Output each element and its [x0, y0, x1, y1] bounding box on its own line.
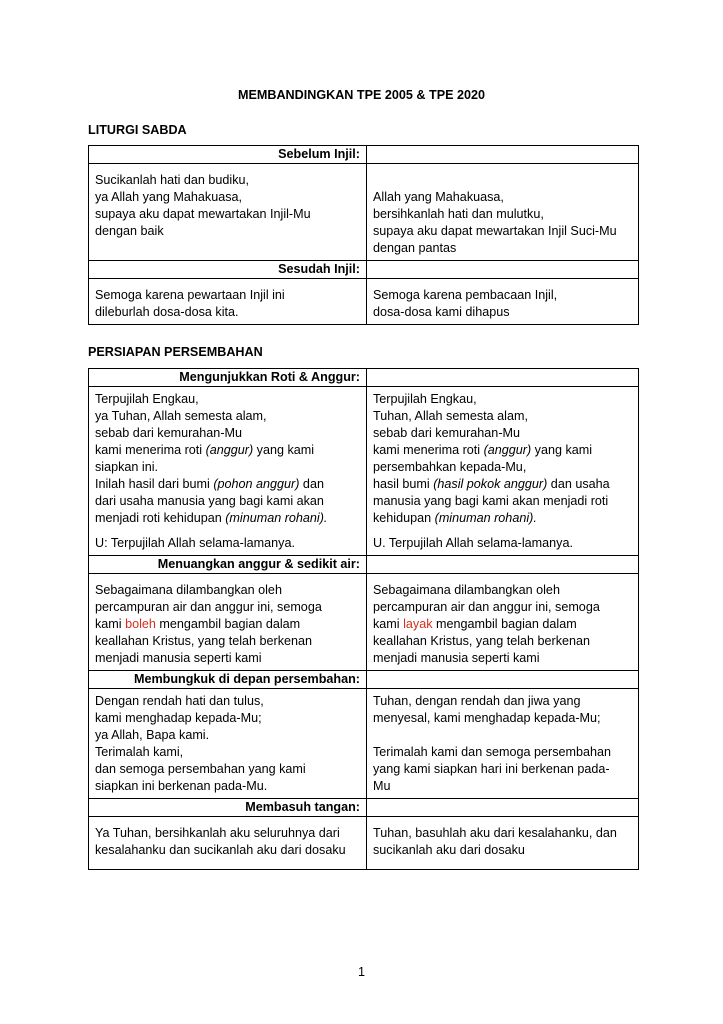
tpe-2005-cell — [89, 387, 367, 556]
text-line: siapkan ini. — [95, 460, 159, 474]
blank-cell — [367, 799, 639, 817]
text-line: Tuhan, Allah semesta alam, — [373, 409, 528, 423]
block-heading: Membungkuk di depan persembahan: — [89, 671, 367, 689]
table-row — [89, 279, 639, 325]
table-row — [89, 369, 639, 387]
text-line: sebab dari kemurahan-Mu — [95, 426, 243, 440]
section-title-liturgi-sabda: LITURGI SABDA — [88, 123, 187, 137]
text-line: dosa-dosa kami dihapus — [373, 305, 510, 319]
text-line: kami menghadap kepada-Mu; — [95, 711, 262, 725]
text-line: Dengan rendah hati dan tulus, — [95, 694, 264, 708]
page-number: 1 — [357, 965, 365, 979]
blank-cell — [367, 369, 639, 387]
text-line: Inilah hasil dari bumi (pohon anggur) dan — [95, 477, 324, 491]
text-line: siapkan ini berkenan pada-Mu. — [95, 779, 268, 793]
text-line: Tuhan, dengan rendah dan jiwa yang — [373, 694, 581, 708]
highlighted-word: boleh — [125, 617, 156, 631]
block-heading: Mengunjukkan Roti & Anggur: — [89, 369, 367, 387]
text-line: menjadi manusia seperti kami — [95, 651, 262, 665]
block-heading: Menuangkan anggur & sedikit air: — [89, 556, 367, 574]
text-line: kami menerima roti (anggur) yang kami — [373, 443, 593, 457]
tpe-2020-cell — [367, 387, 639, 556]
tpe-2020-cell — [367, 689, 639, 799]
text-line: ya Allah, Bapa kami. — [95, 728, 210, 742]
text-line: Semoga karena pewartaan Injil ini — [95, 288, 285, 302]
comparison-table-persiapan-persembahan — [88, 368, 639, 870]
tpe-2005-cell — [89, 689, 367, 799]
tpe-2005-cell — [89, 574, 367, 671]
blank-cell — [367, 261, 639, 279]
highlighted-word: layak — [403, 617, 433, 631]
text-line: Tuhan, basuhlah aku dari kesalahanku, dan — [373, 826, 617, 840]
text-line: Sebagaimana dilambangkan oleh — [95, 583, 282, 597]
text-line: supaya aku dapat mewartakan Injil Suci-Mu — [373, 224, 617, 238]
blank-cell — [367, 556, 639, 574]
text-line: Sucikanlah hati dan budiku, — [95, 173, 250, 187]
section-title-persiapan-persembahan: PERSIAPAN PERSEMBAHAN — [88, 345, 263, 359]
text-line: percampuran air dan anggur ini, semoga — [95, 600, 322, 614]
blank-cell — [367, 671, 639, 689]
blank-cell — [367, 146, 639, 164]
text-line: dengan baik — [95, 224, 164, 238]
table-row — [89, 387, 639, 556]
text-line: Terpujilah Engkau, — [373, 392, 477, 406]
page-title: MEMBANDINGKAN TPE 2005 & TPE 2020 — [237, 88, 486, 102]
table-row — [89, 261, 639, 279]
text-line: Sebagaimana dilambangkan oleh — [373, 583, 560, 597]
text-line: Ya Tuhan, bersihkanlah aku seluruhnya dari — [95, 826, 340, 840]
text-line: menjadi roti kehidupan (minuman rohani). — [95, 511, 328, 525]
response-line: U: Terpujilah Allah selama-lamanya. — [95, 536, 295, 550]
block-heading: Sebelum Injil: — [89, 146, 367, 164]
text-line: Semoga karena pembacaan Injil, — [373, 288, 558, 302]
tpe-2005-cell — [89, 279, 367, 325]
text-line: bersihkanlah hati dan mulutku, — [373, 207, 544, 221]
table-row — [89, 556, 639, 574]
text-line: kami menerima roti (anggur) yang kami — [95, 443, 315, 457]
text-line: manusia yang bagi kami akan menjadi roti — [373, 494, 609, 508]
text-line: dan semoga persembahan yang kami — [95, 762, 306, 776]
text-line: Allah yang Mahakuasa, — [373, 190, 504, 204]
text-line: kami boleh mengambil bagian dalam — [95, 617, 301, 631]
comparison-table-liturgi-sabda — [88, 145, 639, 325]
text-line: ya Allah yang Mahakuasa, — [95, 190, 243, 204]
text-line: hasil bumi (hasil pokok anggur) dan usaha — [373, 477, 610, 491]
table-row — [89, 671, 639, 689]
text-line: keallahan Kristus, yang telah berkenan — [373, 634, 591, 648]
text-line: yang kami siapkan hari ini berkenan pada- — [373, 762, 610, 776]
text-line: Mu — [373, 779, 391, 793]
text-line: percampuran air dan anggur ini, semoga — [373, 600, 600, 614]
tpe-2020-cell — [367, 279, 639, 325]
table-row — [89, 146, 639, 164]
text-line: sucikanlah aku dari dosaku — [373, 843, 525, 857]
text-line: Terimalah kami, — [95, 745, 184, 759]
tpe-2020-cell — [367, 164, 639, 261]
text-line: keallahan Kristus, yang telah berkenan — [95, 634, 313, 648]
text-line: Terpujilah Engkau, — [95, 392, 199, 406]
text-line: menyesal, kami menghadap kepada-Mu; — [373, 711, 601, 725]
text-line: dengan pantas — [373, 241, 457, 255]
block-heading: Membasuh tangan: — [89, 799, 367, 817]
text-line: Terimalah kami dan semoga persembahan — [373, 745, 612, 759]
tpe-2005-cell — [89, 164, 367, 261]
table-row — [89, 799, 639, 817]
tpe-2005-cell — [89, 817, 367, 870]
text-line: sebab dari kemurahan-Mu — [373, 426, 521, 440]
tpe-2020-cell — [367, 574, 639, 671]
table-row — [89, 574, 639, 671]
text-line: supaya aku dapat mewartakan Injil-Mu — [95, 207, 311, 221]
response-line: U. Terpujilah Allah selama-lamanya. — [373, 536, 573, 550]
text-line: kesalahanku dan sucikanlah aku dari dosaku — [95, 843, 346, 857]
text-line: dari usaha manusia yang bagi kami akan — [95, 494, 324, 508]
text-line: ya Tuhan, Allah semesta alam, — [95, 409, 267, 423]
text-line: menjadi manusia seperti kami — [373, 651, 540, 665]
block-heading: Sesudah Injil: — [89, 261, 367, 279]
text-line: dileburlah dosa-dosa kita. — [95, 305, 239, 319]
table-row — [89, 164, 639, 261]
tpe-2020-cell — [367, 817, 639, 870]
text-line: kami layak mengambil bagian dalam — [373, 617, 577, 631]
table-row — [89, 689, 639, 799]
text-line: persembahkan kepada-Mu, — [373, 460, 527, 474]
table-row — [89, 817, 639, 870]
text-line: kehidupan (minuman rohani). — [373, 511, 537, 525]
